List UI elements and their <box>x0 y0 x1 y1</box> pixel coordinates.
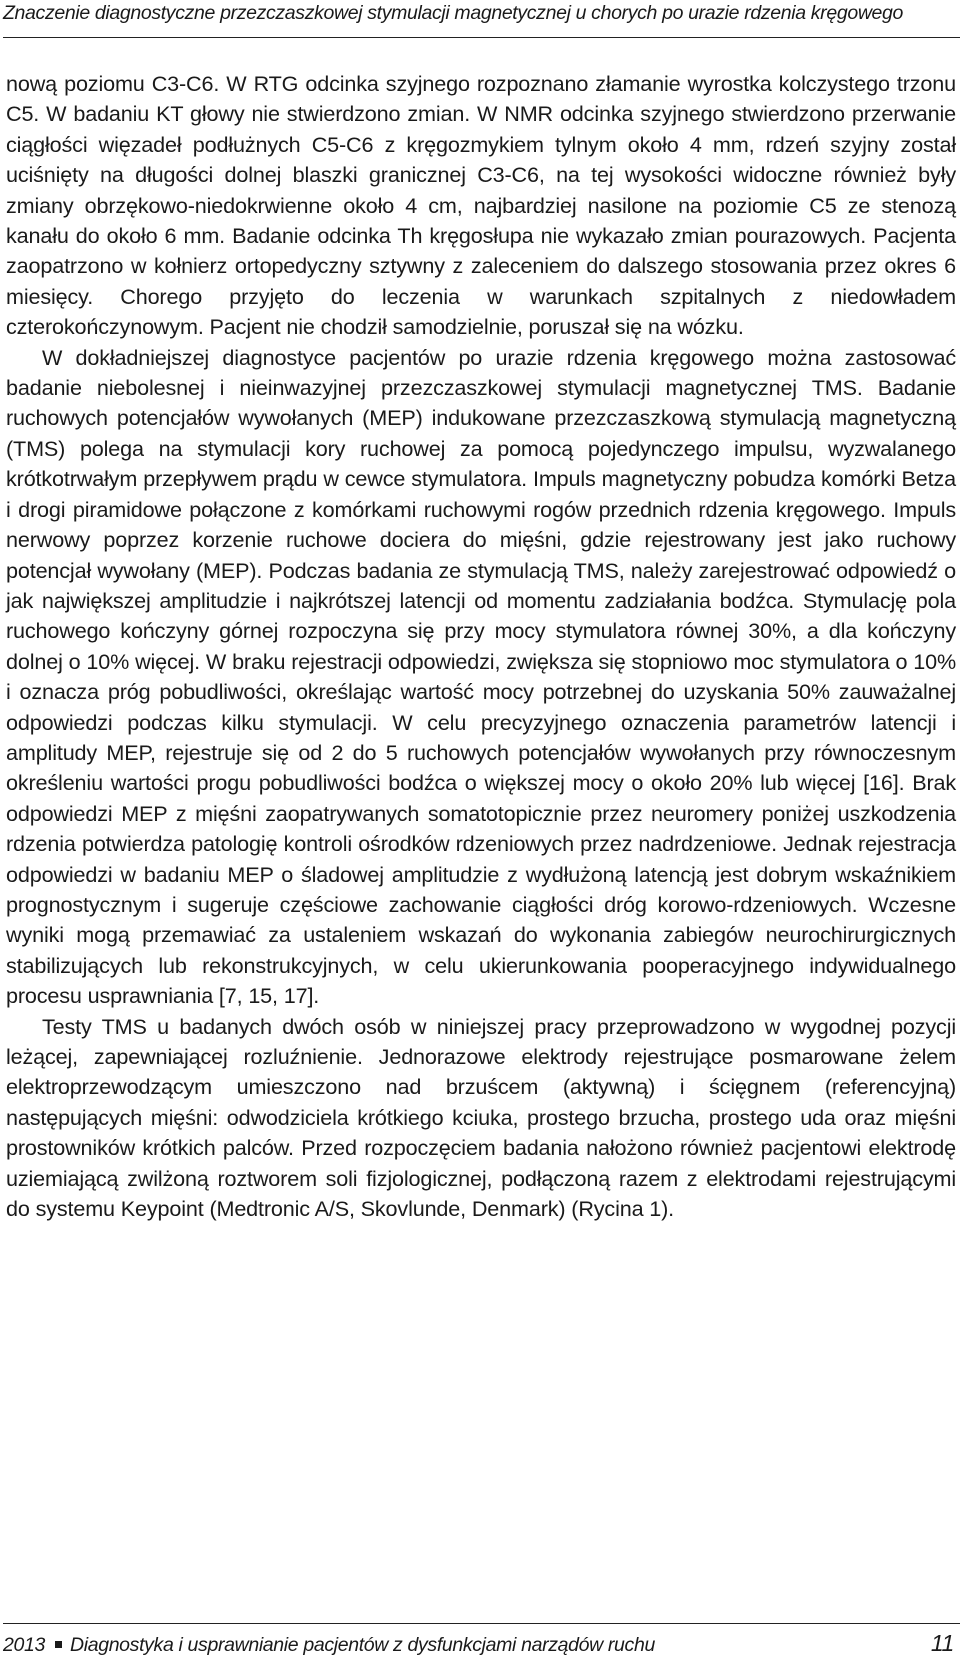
running-head: Znaczenie diagnostyczne przezczaszkowej stymulacji magnetycznej u chorych po urazie rdzenia kręgowego <box>3 0 960 38</box>
page-number: 11 <box>930 1630 954 1656</box>
body-paragraph: W dokładniejszej diagnostyce pacjentów po urazie rdzenia kręgowego można zastosować badanie niebolesnej i nieinwazyjnej przezczaszkowej stymulacji magnetycznej TMS. Badanie ruchowych potencjałów wywołanych (MEP) indukowane przezczaszkową stymulacją magnetyczną (TMS) polega na stymulacji kory ruchowej za pomocą pojedynczego impulsu, wyzwalanego krótkotrwałym przepływem prądu w cewce stymulatora. Impuls magnetyczny pobudza komórki Betza i drogi piramidowe połączone z komórkami ruchowymi rogów przednich rdzenia kręgowego. Impuls nerwowy poprzez korzenie ruchowe dociera do mięśni, gdzie rejestrowany jest jako ruchowy potencjał wywołany (MEP). Podczas badania ze stymulacją TMS, należy zarejestrować odpowiedź o jak największej amplitudzie i najkrótszej latencji od momentu zadziałania bodźca. Stymulację pola ruchowego kończyny górnej rozpoczyna się przy mocy stymulatora równej 30%, a dla kończyny dolnej o 10% więcej. W braku rejestracji odpowiedzi, zwiększa się stopniowo moc stymulatora o 10% i oznacza próg pobudliwości, określając wartość mocy potrzebnej do uzyskania 50% zauważalnej odpowiedzi podczas kilku stymulacji. W celu precyzyjnego oznaczenia parametrów latencji i amplitudy MEP, rejestruje się od 2 do 5 ruchowych potencjałów wywołanych przy równoczesnym określeniu wartości progu pobudliwości bodźca o większej mocy o około 20% lub więcej [16]. Brak odpowiedzi MEP z mięśni zaopatrywanych somatotopicznie przez neuromery poniżej uszkodzenia rdzenia potwierdza patologię kontroli ośrodków rdzeniowych przez nadrdzeniowe. Jednak rejestracja odpowiedzi w badaniu MEP o śladowej amplitudzie z wydłużoną latencją jest dobrym wskaźnikiem prognostycznym i sugeruje częściowe zachowanie ciągłości dróg korowo-rdzeniowych. Wczesne wyniki mogą przemawiać za ustaleniem wskazań do wykonania zabiegów neurochirurgicznych stabilizujących lub rekonstrukcyjnych, w celu ukierunkowania pooperacyjnego indywidualnego procesu usprawniania [7, 15, 17]. <box>6 344 956 1009</box>
footer-journal-title: Diagnostyka i usprawnianie pacjentów z dysfunkcjami narządów ruchu <box>69 1634 655 1656</box>
body-paragraph: nową poziomu C3-C6. W RTG odcinka szyjnego rozpoznano złamanie wyrostka kolczystego trzonu C5. W badaniu KT głowy nie stwierdzono zmian. W NMR odcinka szyjnego stwierdzono przerwanie ciągłości więzadeł podłużnych C5-C6 z kręgozmykiem tylnym około 4 mm, rdzeń szyjny został uciśnięty na długości dolnej blaszki granicznej C3-C6, na tej wysokości widoczne również były zmiany obrzękowo-niedokrwienne około 4 cm, najbardziej nasilone na poziomie C5 ze stenozą kanału do około 6 mm. Badanie odcinka Th kręgosłupa nie wykazało zmian pourazowych. Pacjenta zaopatrzono w kołnierz ortopedyczny sztywny z zaleceniem do dalszego stosowania przez okres 6 miesięcy. Chorego przyjęto do leczenia w warunkach szpitalnych z niedowładem czterokończynowym. Pacjent nie chodził samodzielnie, poruszał się na wózku. <box>6 71 956 340</box>
article-body <box>6 69 956 1224</box>
bullet-square-icon <box>55 1641 62 1648</box>
page-footer <box>3 1632 960 1660</box>
footer-year: 2013 <box>3 1634 45 1656</box>
body-paragraph: Testy TMS u badanych dwóch osób w niniejszej pracy przeprowadzono w wygodnej pozycji leżącej, zapewniającej rozluźnienie. Jednorazowe elektrody rejestrujące posmarowane żelem elektroprzewodzącym umieszczono nad brzuścem (aktywną) i ścięgnem (referencyjną) następujących mięśni: odwodziciela krótkiego kciuka, prostego brzucha, prostego uda oraz mięśni prostowników krótkich palców. Przed rozpoczęciem badania nałożono również pacjentowi elektrodę uziemiającą zwilżoną roztworem soli fizjologicznej, podłączoną razem z elektrodami rejestrującymi do systemu Keypoint (Medtronic A/S, Skovlunde, Denmark) (Rycina 1). <box>6 1013 956 1222</box>
footer-rule <box>3 1623 960 1624</box>
